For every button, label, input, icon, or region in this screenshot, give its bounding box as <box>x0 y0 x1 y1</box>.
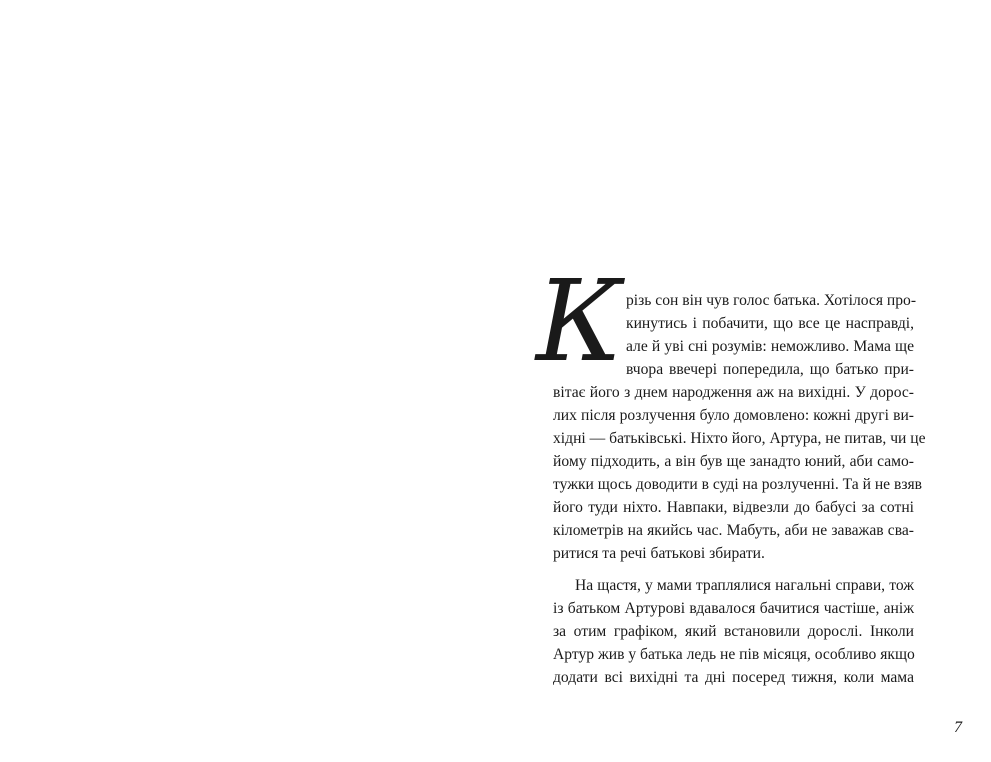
text-line: кілометрів на якийсь час. Мабуть, аби не заважав сва- <box>553 522 914 539</box>
text-line: кинутись і побачити, що все це насправді, <box>626 315 914 332</box>
text-line: тужки щось доводити в суді на розлученні. Та й не взяв <box>553 476 923 493</box>
text-line: йому підходить, а він був ще занадто юний, аби само- <box>553 453 914 470</box>
text-line: лих після розлучення було домовлено: кожні другі ви- <box>553 407 914 424</box>
text-line: різь сон він чув голос батька. Хотілося про- <box>626 292 917 309</box>
text-line: вітає його з днем народження аж на вихідні. У дорос- <box>553 384 914 401</box>
text-line: На щастя, у мами траплялися нагальні справи, тож <box>575 577 914 594</box>
text-line: вчора ввечері попередила, що батько при- <box>626 361 914 378</box>
text-line: його туди ніхто. Навпаки, відвезли до бабусі за сотні <box>553 499 914 516</box>
text-line: хідні — батьківські. Ніхто його, Артура, не питав, чи це <box>553 430 926 447</box>
text-line: але й уві сні розумів: неможливо. Мама ще <box>626 338 914 355</box>
text-line: за отим графіком, який встановили дорослі. Інколи <box>553 623 914 640</box>
drop-cap-letter: К <box>536 257 623 387</box>
text-line: із батьком Артурові вдавалося бачитися частіше, аніж <box>553 600 914 617</box>
text-line: Артур жив у батька ледь не пів місяця, особливо якщо <box>553 646 915 663</box>
text-line: ритися та речі батькові збирати. <box>553 545 765 562</box>
text-line: додати всі вихідні та дні посеред тижня, коли мама <box>553 669 914 686</box>
page-number: 7 <box>954 719 962 736</box>
